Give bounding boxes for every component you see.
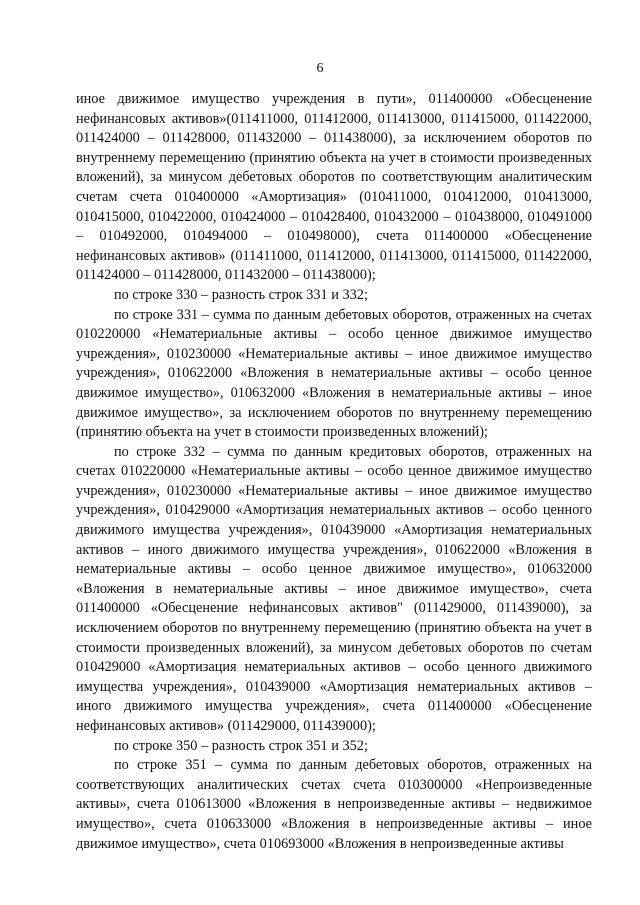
paragraph-line-331: по строке 331 – сумма по данным дебетовых оборотов, отраженных на счетах 010220000 «Нематериальные активы – особо ценное движимое имущество учреждения», 010230000 «Нематериальные активы – иное движимое имущество учреждения», 010622000 «Вложения в нематериальные активы – особо ценное движимое имущество», 010632000 «Вложения в нематериальные активы – иное движимое имущество», за исключением оборотов по внутреннему перемещению (принятию объекта на учет в стоимости произведенных вложений); bbox=[76, 306, 592, 441]
paragraph-line-350: по строке 350 – разность строк 351 и 352; bbox=[114, 737, 368, 754]
paragraph-line-332: по строке 332 – сумма по данным кредитовых оборотов, отраженных на счетах 010220000 «Нематериальные активы – особо ценное движимое имущество учреждения», 010230000 «Нематериальные активы – иное движимое имущество учреждения», 010429000 «Амортизация нематериальных активов – особо ценного движимого имущества учреждения», 010439000 «Амортизация нематериальных активов – иного движимого имущества учреждения», 010622000 «Вложения в нематериальные активы – особо ценное движимое имущество», 010632000 «Вложения в нематериальные активы – иное движимое имущество», счета 011400000 «Обесценение нефинансовых активов" (011429000, 011439000), за исключением оборотов по внутреннему перемещению (принятию объекта на учет в стоимости произведенных вложений), за минусом дебетовых оборотов по счетам 010429000 «Амортизация нематериальных активов – особо ценного движимого имущества учреждения», 010439000 «Амортизация нематериальных активов – иного движимого имущества учреждения», счета 011400000 «Обесценение нефинансовых активов» (011429000, 011439000); bbox=[76, 443, 592, 734]
page-number: 6 bbox=[316, 61, 324, 76]
paragraph-line-330: по строке 330 – разность строк 331 и 332; bbox=[114, 286, 368, 303]
paragraph-line-351: по строке 351 – сумма по данным дебетовых оборотов, отраженных на соответствующих аналитических счетах счета 010300000 «Непроизведенные активы», счета 010613000 «Вложения в непроизведенные активы – недвижимое имущество», счета 010633000 «Вложения в непроизведенные активы – иное движимое имущество», счета 010693000 «Вложения в непроизведенные активы bbox=[76, 757, 592, 852]
paragraph-continuation: иное движимое имущество учреждения в пути», 011400000 «Обесценение нефинансовых активов»(011411000, 011412000, 011413000, 011415000, 011422000, 011424000 – 011428000, 011432000 – 011438000), за исключением оборотов по внутреннему перемещению (принятию объекта на учет в стоимости произведенных вложений), за минусом дебетовых оборотов по соответствующим аналитическим счетам счета 010400000 «Амортизация» (010411000, 010412000, 010413000, 010415000, 010422000, 010424000 – 010428400, 010432000 – 010438000, 010491000 – 010492000, 010494000 – 010498000), счета 011400000 «Обесценение нефинансовых активов» (011411000, 011412000, 011413000, 011415000, 011422000, 011424000 – 011428000, 011432000 – 011438000); bbox=[76, 91, 592, 284]
document-body bbox=[76, 90, 592, 854]
